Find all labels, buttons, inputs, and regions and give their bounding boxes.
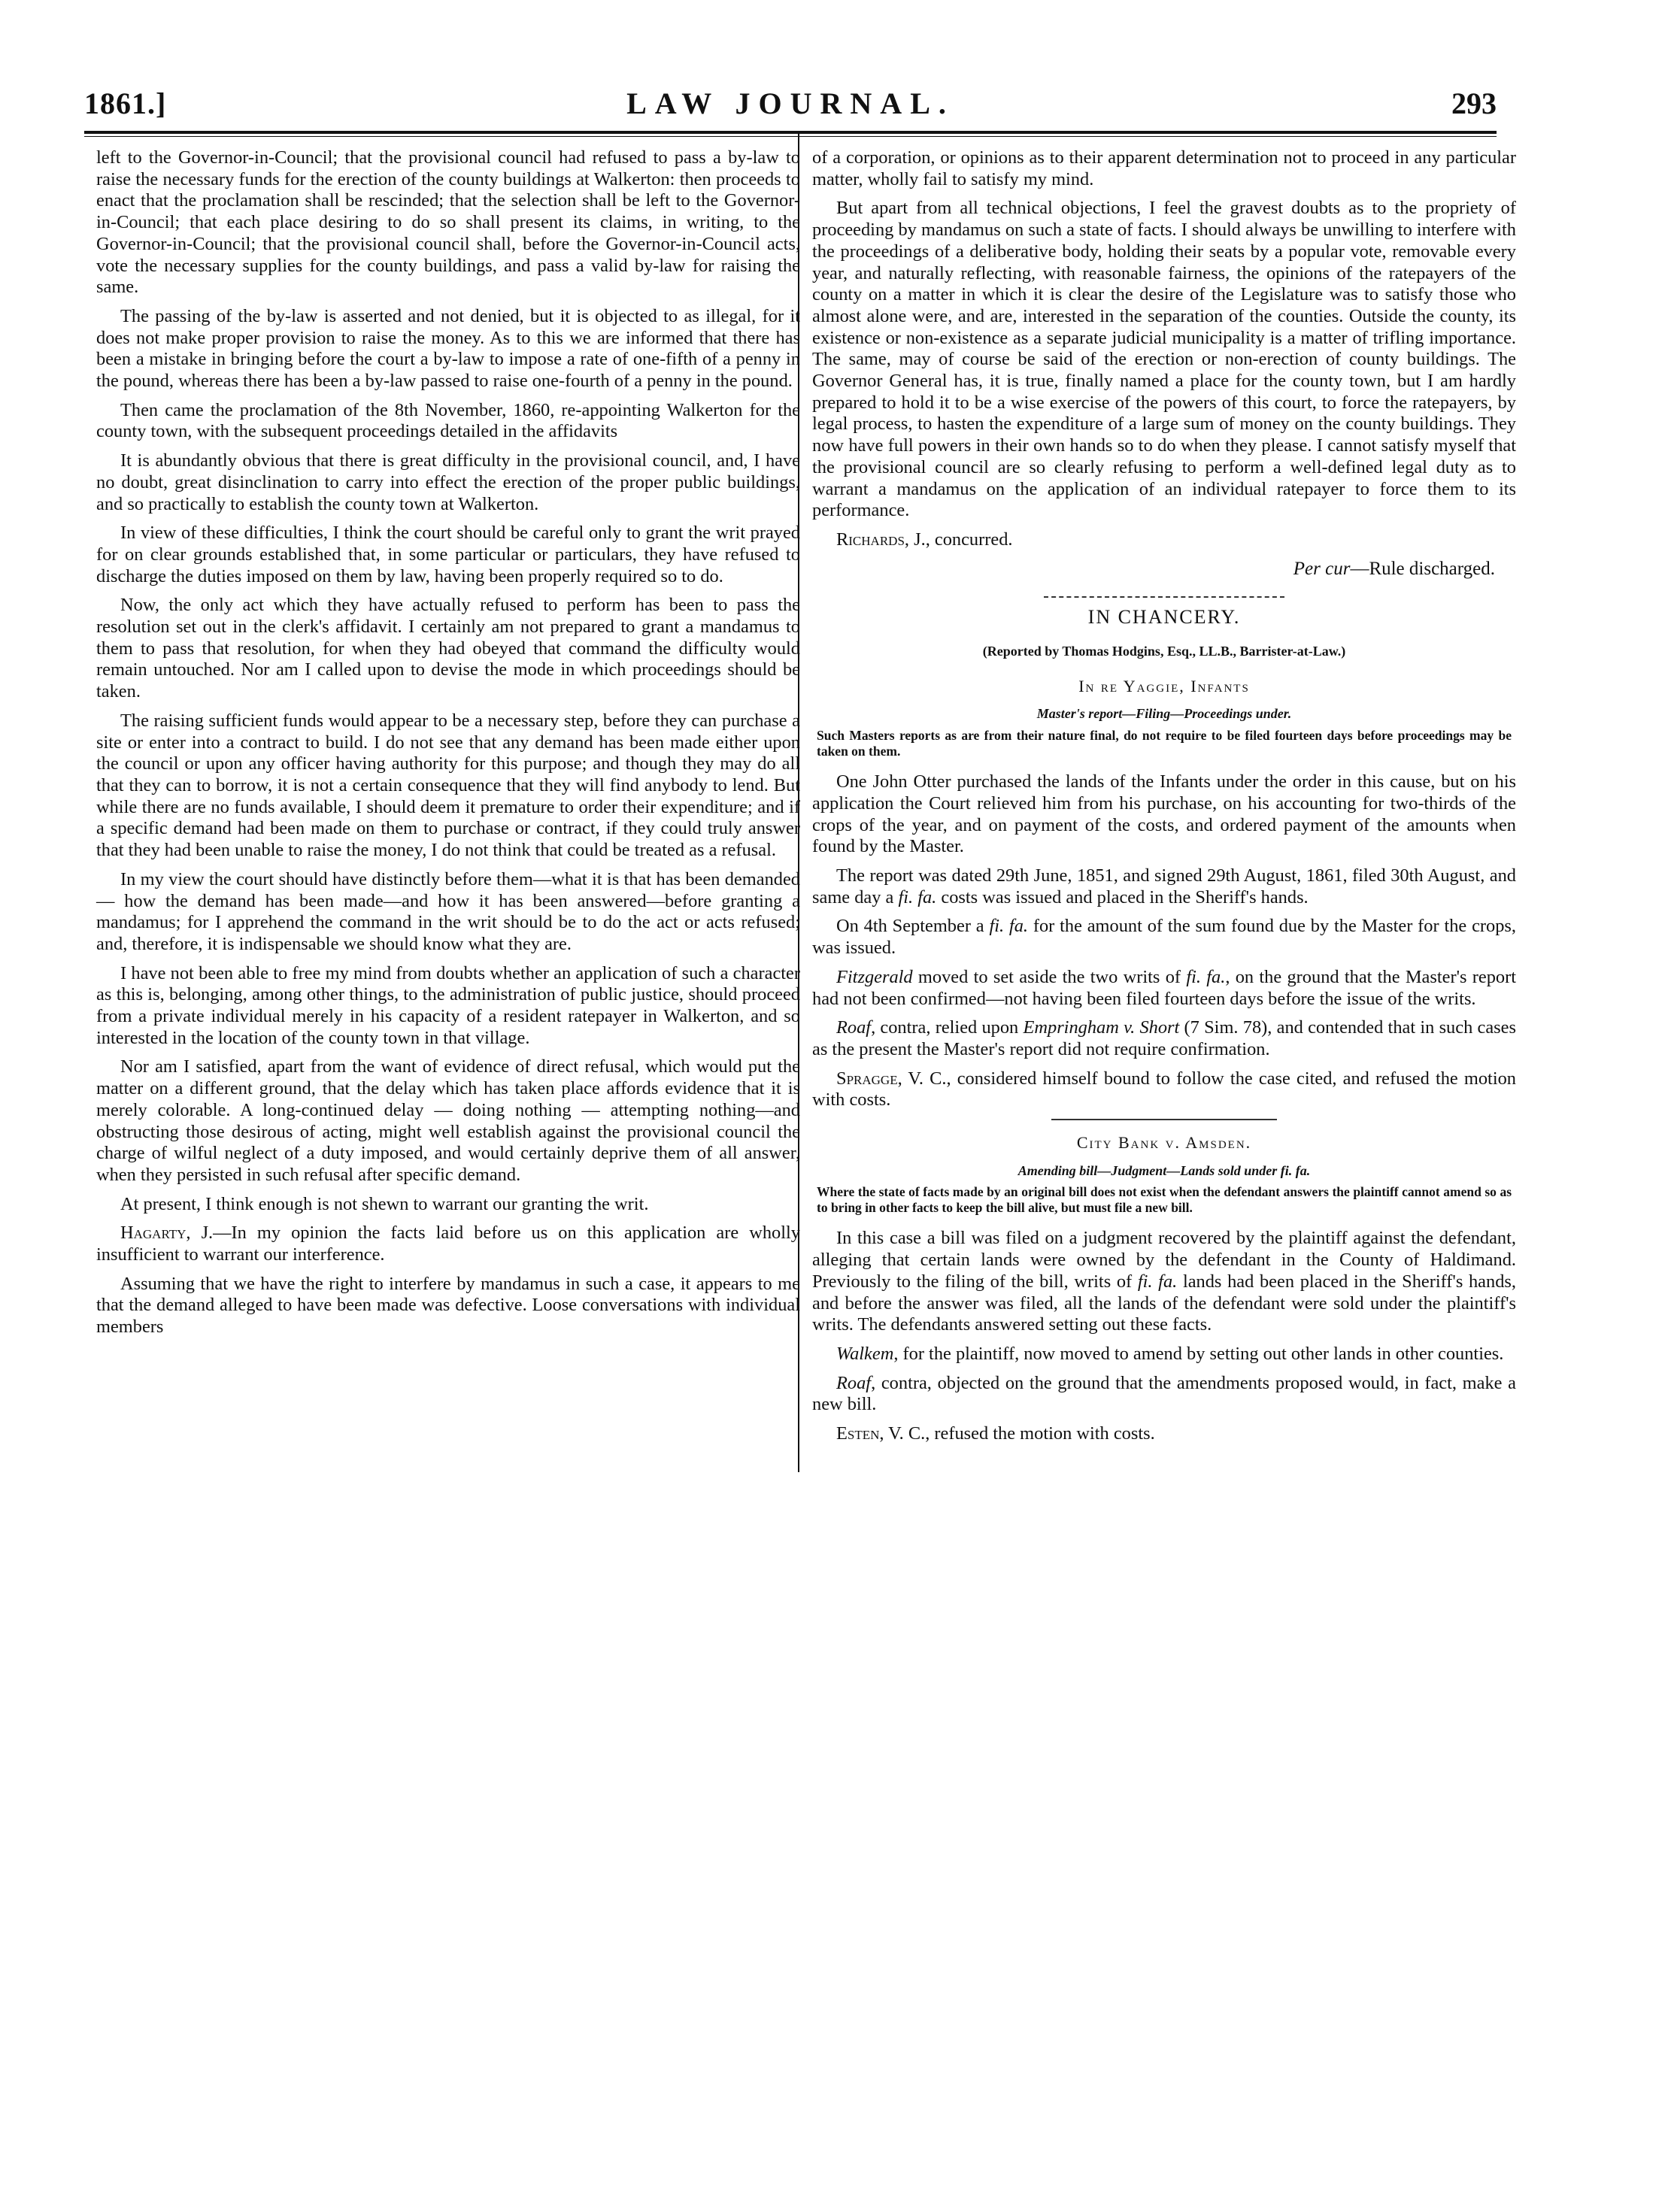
judge-name: Hagarty, J. <box>120 1223 214 1244</box>
case-catchwords: Amending bill—Judgment—Lands sold under fi. fa. <box>1017 1162 1311 1178</box>
text: , considered himself bound to follow the case cited, and refused the motion with costs. <box>812 1068 1516 1111</box>
paragraph <box>812 1068 1516 1111</box>
header-rule-thin <box>84 136 1497 137</box>
counsel-name: Walkem <box>836 1343 894 1364</box>
paragraph: Now, the only act which they have actually refused to perform has been to pass the resolution set out in the clerk's affidavit. I certainly am not prepared to grant a mandamus to them to pass that resolution, for when they had obeyed that command the difficulty would remain untouched. Nor am I called upon to devise the mode in which proceedings should be taken. <box>96 595 800 702</box>
rule-discharged <box>812 559 1495 580</box>
paragraph: In view of these difficulties, I think the court should be careful only to grant the writ prayed for on clear grounds established that, in some particular or particulars, they have refused to discharge the duties imposed on them by law, having been properly required so to do. <box>96 523 800 586</box>
paragraph-text: , concurred. <box>925 529 1013 550</box>
case-title: City Bank v. Amsden. <box>1076 1133 1252 1153</box>
text: , refused the motion with costs. <box>925 1423 1155 1444</box>
paragraph <box>812 1344 1516 1365</box>
case-catchwords: Master's report—Filing—Proceedings under. <box>1036 706 1292 722</box>
judge-name: Spragge, V. C. <box>836 1068 947 1089</box>
paragraph: Assuming that we have the right to interfere by mandamus in such a case, it appears to me that the demand alleged to have been made was defective. Loose conversations with individual members <box>96 1273 800 1338</box>
page-number: 293 <box>1451 86 1497 120</box>
text: lands had been placed in the Sheriff's hands, and before the answer was filed, all the lands of the defendant were sold under the plaintiff's writs. The defendants answered setting out these facts. <box>812 1271 1516 1335</box>
counsel-name: Fitzgerald <box>836 966 913 987</box>
fi-fa: fi. fa. <box>898 886 937 908</box>
case-headnote: Such Masters reports as are from their nature final, do not require to be filed fourteen days before proceedings may be taken on them. <box>817 728 1512 759</box>
case-headnote: Where the state of facts made by an original bill does not exist when the defendant answers the plaintiff cannot amend so as to bring in other facts to keep the bill alive, but must file a new bill. <box>817 1184 1512 1216</box>
paragraph: Then came the proclamation of the 8th November, 1860, re-appointing Walkerton for the county town, with the subsequent proceedings detailed in the affidavits <box>96 399 800 442</box>
text: , contra, relied upon <box>871 1017 1024 1038</box>
header-rule <box>84 131 1497 134</box>
section-rule <box>1044 596 1284 598</box>
judge-name: Esten, V. C. <box>836 1423 926 1444</box>
case-rule <box>1051 1119 1277 1120</box>
paragraph: I have not been able to free my mind from doubts whether an application of such a character as this is, belonging, among other things, to the administration of public justice, should proceed from a private individual merely in his capacity of a resident ratepayer in Walkerton, and so interested in the location of the county town in that village. <box>96 962 800 1048</box>
paragraph: Nor am I satisfied, apart from the want of evidence of direct refusal, which would put the matter on a different ground, that the delay which has taken place affords evidence that it is merely colorable. A long-continued delay — doing nothing — attempting nothing—and obstructing those desirous of acting, might well establish against the provisional council the charge of wilful neglect of a duty imposed, and would certainly deprive them of all answer, when they persisted in such refusal after specific demand. <box>96 1056 800 1185</box>
text: (7 Sim. 78), and contended that in such cases as the present the Master's report did not require confirmation. <box>812 1017 1516 1059</box>
right-column <box>812 147 1516 1453</box>
text: moved to set aside the two writs of <box>912 966 1187 987</box>
case-title: In re Yaggie, Infants <box>1078 676 1250 695</box>
paragraph <box>96 1223 800 1265</box>
text: In this case a bill was filed on a judgment recovered by the plaintiff against the defendant, alleging that certain lands were owned by the defendant in the County of Haldimand. Previously to the filing of the bill, writs of <box>812 1228 1516 1292</box>
cited-case: Empringham v. Short <box>1023 1017 1180 1038</box>
rule-text: —Rule discharged. <box>1350 558 1495 579</box>
paragraph <box>812 967 1516 1010</box>
page-header <box>84 81 1497 129</box>
paragraph: The passing of the by-law is asserted and not denied, but it is objected to as illegal, for it does not make proper provision to raise the money. As to this we are informed that there has been a mistake in bringing before the court a by-law to impose a rate of one-fifth of a penny in the pound, whereas there has been a by-law passed to raise one-fourth of a penny in the pound. <box>96 305 800 392</box>
paragraph: But apart from all technical objections, I feel the gravest doubts as to the propriety of proceeding by mandamus on such a state of facts. I should always be unwilling to interfere with the proceedings of a deliberative body, holding their seats by a popular vote, removable every year, and naturally reflecting, with reasonable fairness, the opinions of the ratepayers of the county on a matter in which it is clear the desire of the Legislature was to satisfy those who almost alone were, and are, interested in the separation of the counties. Outside the county, its existence or non-existence as a separate judicial municipality is a matter of trifling importance. The same, may of course be said of the erection or non-erection of county buildings. The Governor General has, it is true, finally named a place for the county town, but I am hardly prepared to hold it to be a wise exercise of the powers of this court, to force the ratepayers, by legal process, to hasten the expenditure of a large sum of money on the county buildings. They now have full powers in their own hands so to do when they please. I cannot satisfy myself that the provisional council are so clearly refusing to perform a well-defined legal duty as to warrant a mandamus on the application of an individual ratepayer to force them to its performance. <box>812 198 1516 521</box>
paragraph <box>812 529 1516 551</box>
paragraph: It is abundantly obvious that there is great difficulty in the provisional council, and, I have no doubt, great disinclination to carry into effect the erection of the proper public buildings, and so practically to establish the county town at Walkerton. <box>96 450 800 514</box>
per-cur: Per cur <box>1293 558 1351 579</box>
header-title: LAW JOURNAL. <box>626 86 954 120</box>
text: costs was issued and placed in the Sheriff's hands. <box>936 886 1309 908</box>
paragraph: The raising sufficient funds would appear to be a necessary step, before they can purchase a site or enter into a contract to build. I do not see that any demand has been made either upon the council or upon any officer having authority for this purpose; and though they may do all that they can to borrow, it is not a certain consequence that they will find anybody to lend. But while there are no funds available, I should deem it premature to order their expenditure; and if a specific demand had been made on them to purchase or contract, if they could truly answer that they had been unable to raise the money, I do not think that could be treated as a refusal. <box>96 710 800 861</box>
judge-name: Richards, J. <box>836 529 926 550</box>
text: for the amount of the sum found due by the Master for the crops, was issued. <box>812 916 1516 959</box>
paragraph <box>812 1373 1516 1416</box>
paragraph <box>812 1017 1516 1060</box>
left-column <box>96 147 800 1346</box>
text: , for the plaintiff, now moved to amend by setting out other lands in other counties. <box>893 1343 1504 1364</box>
paragraph: In my view the court should have distinctly before them—what it is that has been demanded — how the demand has been made—and how it has been answered—before granting a mandamus; for I apprehend the command in the writ should be to do the act or acts refused; and, therefore, it is indispensable we should know what they are. <box>96 868 800 954</box>
text: On 4th September a <box>836 916 990 937</box>
paragraph <box>812 1228 1516 1336</box>
fi-fa: fi. fa. <box>989 916 1028 937</box>
paragraph: At present, I think enough is not shewn to warrant our granting the writ. <box>120 1193 649 1214</box>
section-heading: IN CHANCERY. <box>1087 606 1241 629</box>
fi-fa: fi. fa. <box>1137 1271 1178 1292</box>
paragraph <box>812 1423 1516 1445</box>
paragraph: of a corporation, or opinions as to their apparent determination not to proceed in any particular matter, wholly fail to satisfy my mind. <box>812 147 1516 189</box>
counsel-name: Roaf <box>836 1372 872 1393</box>
header-year: 1861.] <box>84 86 167 120</box>
paragraph: One John Otter purchased the lands of the Infants under the order in this cause, but on his application the Court relieved him from his purchase, on his accounting for two-thirds of the crops of the year, and on payment of the costs, and ordered payment of the amounts when found by the Master. <box>812 771 1516 857</box>
text: , contra, objected on the ground that the amendments proposed would, in fact, make a new bill. <box>812 1372 1516 1415</box>
text: , on the ground that the Master's report had not been confirmed—not having been filed fourteen days before the issue of the writs. <box>812 966 1516 1009</box>
paragraph <box>812 865 1516 908</box>
paragraph <box>812 916 1516 959</box>
counsel-name: Roaf <box>836 1017 872 1038</box>
paragraph-text: —In my opinion the facts laid before us on this application are wholly insufficient to warrant our interference. <box>96 1223 800 1265</box>
fi-fa: fi. fa. <box>1186 966 1226 987</box>
reporter-line: (Reported by Thomas Hodgins, Esq., LL.B., Barrister-at-Law.) <box>982 644 1346 659</box>
paragraph: left to the Governor-in-Council; that the provisional council had refused to pass a by-law to raise the necessary funds for the erection of the county buildings at Walkerton: then proceeds to enact that the proclamation shall be rescinded; that the selection shall be left to the Governor-in-Council; that each place desiring to do so shall present its claims, in writing, to the Governor-in-Council; that the provisional council shall, before the Governor-in-Council acts, vote the necessary supplies for the county buildings, and pass a valid by-law for raising the same. <box>96 147 800 298</box>
text: The report was dated 29th June, 1851, and signed 29th August, 1861, filed 30th August, and same day a <box>812 865 1516 908</box>
